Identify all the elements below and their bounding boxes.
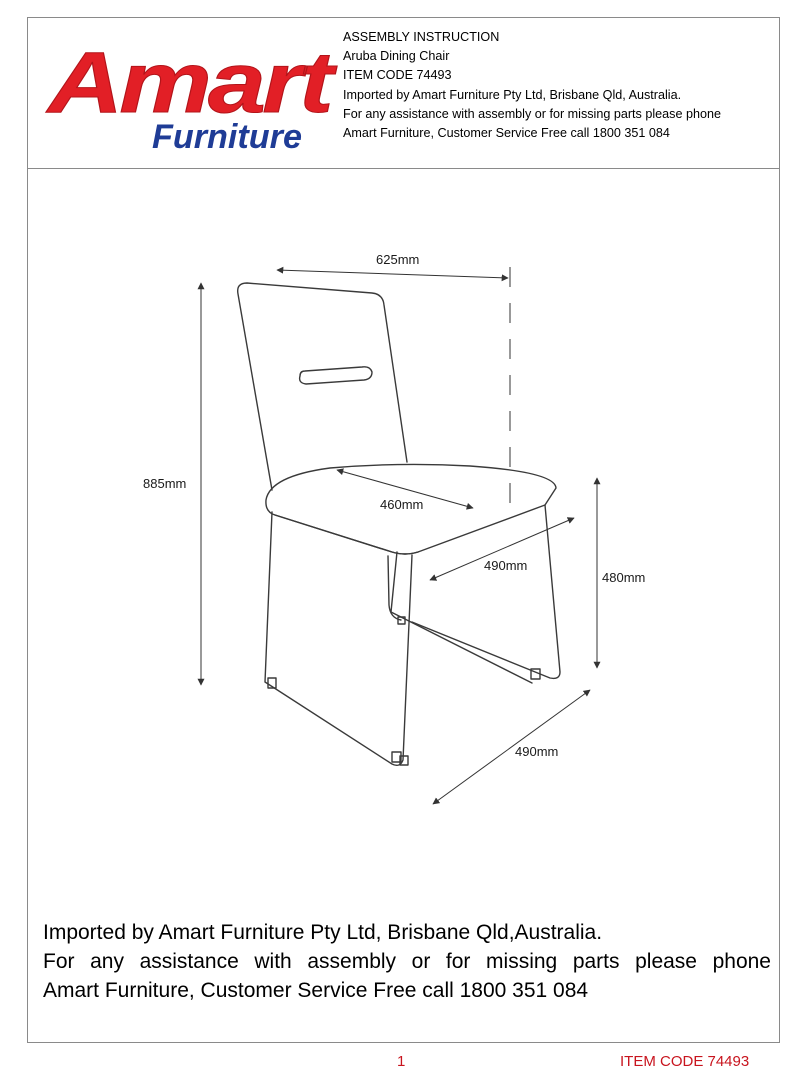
amart-furniture-logo <box>44 34 336 156</box>
footer-assistance-2: Amart Furniture, Customer Service Free call 1800 351 084 <box>43 979 589 1002</box>
dim-seat-height-label: 480mm <box>602 570 646 585</box>
header-product: Aruba Dining Chair <box>343 49 450 64</box>
logo-brand-text: Amart <box>45 35 338 131</box>
chair-dimension-drawing <box>140 240 646 820</box>
header-divider <box>27 168 780 169</box>
dim-width-label: 625mm <box>376 252 420 267</box>
header-info <box>343 28 773 143</box>
header-item-code: ITEM CODE 74493 <box>343 68 452 83</box>
chair-outline <box>238 283 560 765</box>
page-number: 1 <box>397 1053 406 1070</box>
dim-seat-width-label: 460mm <box>380 497 424 512</box>
logo-sub-text: Furniture <box>152 118 302 156</box>
dim-seat-depth-label: 490mm <box>484 558 528 573</box>
header-title: ASSEMBLY INSTRUCTION <box>343 30 500 44</box>
dim-depth-label: 490mm <box>515 744 559 759</box>
dimension-lines <box>201 267 597 804</box>
footer-item-code: ITEM CODE 74493 <box>620 1053 750 1070</box>
footer-assistance-1: For any assistance with assembly or for missing parts please phone <box>43 950 771 973</box>
header-assistance-2: Amart Furniture, Customer Service Free call 1800 351 084 <box>343 126 670 141</box>
footer-info <box>43 918 771 1005</box>
header-assistance-1: For any assistance with assembly or for missing parts please phone <box>343 106 721 121</box>
footer-importer: Imported by Amart Furniture Pty Ltd, Brisbane Qld,Australia. <box>43 921 603 944</box>
dim-height-label: 885mm <box>143 476 187 491</box>
header-importer: Imported by Amart Furniture Pty Ltd, Brisbane Qld, Australia. <box>343 87 682 102</box>
